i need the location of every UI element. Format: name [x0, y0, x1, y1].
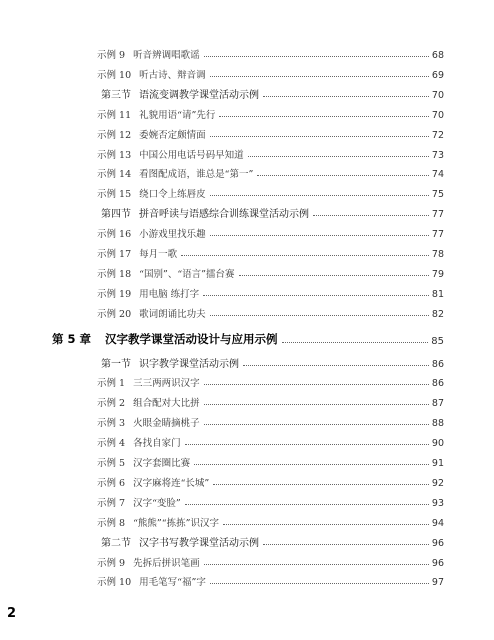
toc-example-row	[97, 489, 444, 509]
toc-entry-page: 81	[431, 288, 444, 300]
toc-entry-label: 示例 19	[97, 288, 132, 300]
toc-entry-page: 68	[431, 50, 444, 61]
toc-entry-label: 示例 17	[97, 249, 132, 260]
toc-entry-page: 74	[431, 169, 444, 181]
toc-entry-page: 91	[431, 458, 444, 469]
toc-entry-page: 94	[431, 517, 444, 529]
dot-leader	[210, 195, 429, 196]
toc-entry-label: 示例 2	[97, 398, 126, 410]
toc-entry-page: 96	[431, 557, 444, 569]
toc-entry-title: 先拆后拼识笔画	[133, 557, 200, 569]
toc-example-row	[97, 61, 444, 81]
toc-example-row	[97, 568, 444, 588]
toc-example-row	[97, 389, 444, 409]
toc-entry-title: 听音辨调唱歌谣	[133, 50, 200, 61]
toc-example-row	[97, 141, 444, 161]
toc-entry-title: 组合配对大比拼	[133, 398, 200, 410]
toc-entry-title: 看图配成语，谁总是“第一”	[139, 169, 254, 181]
toc-entry-label: 示例 13	[97, 149, 132, 161]
toc-section-row	[101, 529, 444, 549]
toc-entry-title: 用电脑 练打字	[139, 288, 200, 300]
toc-section-row	[101, 200, 444, 220]
toc-entry-label: 示例 5	[97, 458, 126, 469]
toc-section-row	[101, 81, 444, 101]
toc-example-row	[97, 240, 444, 260]
dot-leader	[219, 116, 429, 117]
toc-entry-label: 示例 14	[97, 169, 132, 181]
toc-entry-label: 第三节	[101, 89, 131, 101]
toc-entry-title: 委婉否定颇情面	[139, 129, 206, 141]
toc-entry-label: 示例 1	[97, 378, 126, 390]
dot-leader	[204, 384, 429, 385]
dot-leader	[263, 544, 429, 545]
dot-leader	[213, 484, 429, 485]
toc-entry-page: 87	[431, 398, 444, 410]
toc-entry-title: 听古诗、辩音调	[139, 69, 206, 81]
toc-example-row	[97, 300, 444, 320]
toc-entry-page: 70	[431, 109, 444, 121]
toc-entry-label: 示例 9	[97, 557, 126, 569]
toc-entry-title: “国别”、“语言”擂台赛	[139, 268, 235, 280]
dot-leader	[204, 564, 429, 565]
toc-example-row	[97, 260, 444, 280]
page-number: 2	[7, 606, 17, 621]
toc-entry-label: 示例 20	[97, 308, 132, 320]
toc-example-row	[97, 41, 444, 61]
dot-leader	[210, 136, 429, 137]
toc-entry-label: 示例 16	[97, 229, 132, 241]
dot-leader	[204, 424, 429, 425]
toc-entry-page: 82	[431, 308, 444, 320]
toc-entry-page: 69	[431, 69, 444, 81]
toc-entry-page: 72	[431, 129, 444, 141]
toc-chapter-row	[52, 327, 444, 347]
dot-leader	[223, 524, 429, 525]
dot-leader	[194, 464, 429, 465]
toc-entry-page: 96	[431, 537, 444, 549]
toc-entry-title: 汉字套圈比赛	[133, 458, 191, 469]
toc-entry-label: 第四节	[101, 209, 131, 221]
toc-example-row	[97, 429, 444, 449]
toc-entry-page: 86	[431, 358, 444, 370]
toc-entry-title: 每月一歌	[139, 249, 178, 260]
toc-entry-label: 第一节	[101, 358, 131, 370]
dot-leader	[185, 504, 429, 505]
dot-leader	[210, 583, 429, 584]
toc-entry-label: 示例 10	[97, 69, 132, 81]
toc-entry-page: 85	[431, 335, 444, 347]
dot-leader	[313, 215, 429, 216]
toc-entry-page: 75	[431, 189, 444, 201]
toc-entry-title: 拼音呼读与语感综合训练课堂活动示例	[139, 209, 309, 221]
toc-entry-label: 示例 12	[97, 129, 132, 141]
dot-leader	[204, 56, 429, 57]
toc-entry-page: 90	[431, 438, 444, 450]
toc-entry-title: 用毛笔写“福”字	[139, 577, 206, 589]
toc-entry-title: 中国公用电话号码早知道	[139, 149, 244, 161]
dot-leader	[203, 295, 429, 296]
toc-example-row	[97, 180, 444, 200]
toc-entry-label: 示例 10	[97, 577, 132, 589]
toc-example-row	[97, 280, 444, 300]
toc-entry-title: 三三两两识汉字	[133, 378, 200, 390]
toc-entry-page: 92	[431, 477, 444, 489]
toc-entry-page: 70	[431, 89, 444, 101]
toc-entry-title: “熊熊”“拣拣”识汉字	[133, 517, 220, 529]
dot-leader	[239, 275, 429, 276]
toc-entry-title: 火眼金睛摘桃子	[133, 418, 200, 430]
toc-example-row	[97, 509, 444, 529]
dot-leader	[204, 404, 429, 405]
toc-entry-label: 示例 4	[97, 438, 126, 450]
toc-entry-page: 97	[431, 577, 444, 589]
toc-example-row	[97, 369, 444, 389]
toc-example-row	[97, 101, 444, 121]
toc-entry-title: 绕口令上练唇皮	[139, 189, 206, 201]
dot-leader	[282, 342, 429, 343]
toc-section-row	[101, 350, 444, 370]
toc-entry-label: 示例 15	[97, 189, 132, 201]
toc-entry-label: 示例 18	[97, 268, 132, 280]
toc-entry-page: 77	[431, 229, 444, 241]
dot-leader	[181, 255, 429, 256]
toc-entry-title: 各找自家门	[133, 438, 181, 450]
toc-entry-label: 示例 9	[97, 50, 126, 61]
toc-entry-title: 汉字书写教学课堂活动示例	[139, 537, 259, 549]
dot-leader	[210, 76, 429, 77]
toc-entry-page: 86	[431, 378, 444, 390]
toc-entry-title: 礼貌用语“请”先行	[139, 109, 216, 121]
toc-entry-label: 示例 7	[97, 497, 126, 509]
toc-example-row	[97, 121, 444, 141]
toc-entry-title: 汉字麻将连“长城”	[133, 477, 210, 489]
toc-example-row	[97, 160, 444, 180]
toc-entry-page: 93	[431, 497, 444, 509]
toc-entry-label: 第 5 章	[52, 331, 92, 346]
toc-entry-label: 示例 6	[97, 477, 126, 489]
toc-entry-page: 78	[431, 249, 444, 260]
dot-leader	[248, 156, 429, 157]
toc-example-row	[97, 220, 444, 240]
toc-entry-title: 小游戏里找乐趣	[139, 229, 206, 241]
toc-example-row	[97, 469, 444, 489]
dot-leader	[263, 96, 429, 97]
dot-leader	[185, 444, 429, 445]
dot-leader	[257, 175, 429, 176]
toc-example-row	[97, 409, 444, 429]
toc-entry-page: 79	[431, 268, 444, 280]
toc-entry-title: 汉字“变脸”	[133, 497, 181, 509]
toc-entry-page: 77	[431, 209, 444, 221]
toc-entry-page: 73	[431, 149, 444, 161]
toc-entry-label: 示例 3	[97, 418, 126, 430]
toc-example-row	[97, 449, 444, 469]
toc-entry-label: 示例 11	[97, 109, 132, 121]
toc-entry-title: 歌词朗诵比功夫	[139, 308, 206, 320]
toc-example-row	[97, 549, 444, 569]
toc-entry-page: 88	[431, 418, 444, 430]
toc-entry-title: 汉字教学课堂活动设计与应用示例	[105, 331, 278, 346]
dot-leader	[210, 235, 429, 236]
toc-entry-title: 语流变调教学课堂活动示例	[139, 89, 259, 101]
toc-entry-title: 识字教学课堂活动示例	[139, 358, 239, 370]
dot-leader	[243, 365, 429, 366]
toc-entry-label: 示例 8	[97, 517, 126, 529]
toc-entry-label: 第二节	[101, 537, 131, 549]
dot-leader	[210, 315, 429, 316]
